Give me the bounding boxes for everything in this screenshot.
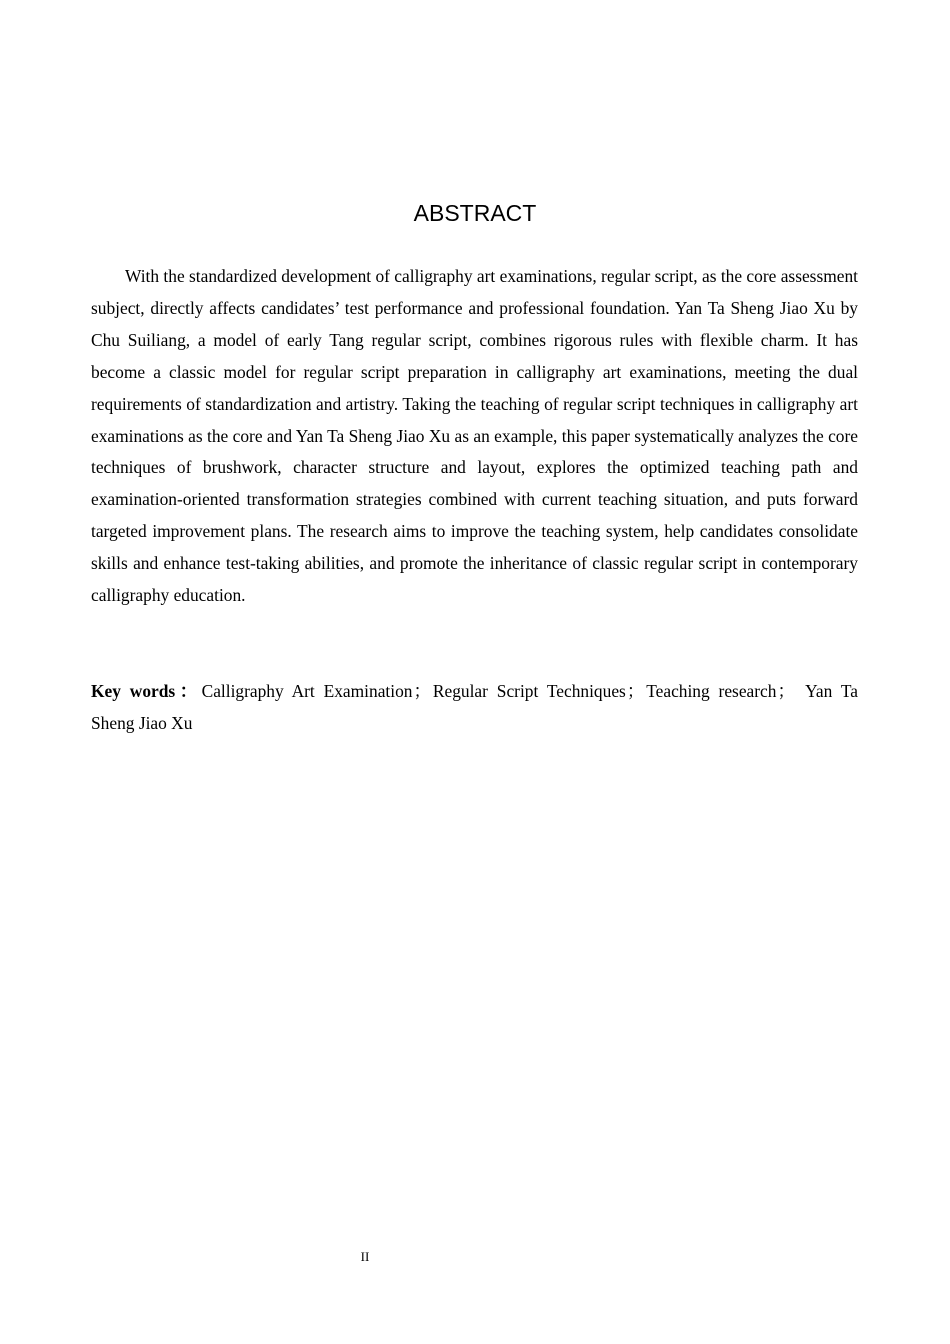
abstract-body: With the standardized development of calligraphy art examinations, regular script, as the core assessment subject, directly affects candidates’ test performance and professional foundation. Yan Ta Sheng Jiao Xu by Chu Suiliang, a model of early Tang regular script, combines rigorous rules with flexible charm. It has become a classic model for regular script preparation in calligraphy art examinations, meeting the dual requirements of standardization and artistry. Taking the teaching of regular script techniques in calligraphy art examinations as the core and Yan Ta Sheng Jiao Xu as an example, this paper systematically analyzes the core techniques of brushwork, character structure and layout, explores the optimized teaching path and examination-oriented transformation strategies combined with current teaching situation, and puts forward targeted improvement plans. The research aims to improve the teaching system, help candidates consolidate skills and enhance test-taking abilities, and promote the inheritance of classic regular script in contemporary calligraphy education. bbox=[91, 266, 858, 606]
abstract-title: ABSTRACT bbox=[413, 200, 537, 226]
keyword-item: Yan Ta Sheng Jiao Xu bbox=[91, 681, 858, 733]
keyword-item: Teaching research bbox=[646, 681, 777, 701]
keywords-line bbox=[91, 676, 858, 740]
keywords-label: Key words： bbox=[91, 681, 202, 701]
keyword-separator: ； bbox=[626, 681, 645, 701]
keyword-separator: ； bbox=[777, 681, 795, 701]
page-number: II bbox=[360, 1249, 370, 1264]
keyword-item: Regular Script Techniques bbox=[432, 681, 626, 701]
keyword-separator: ； bbox=[413, 681, 431, 701]
keyword-item: Calligraphy Art Examination bbox=[201, 681, 413, 701]
